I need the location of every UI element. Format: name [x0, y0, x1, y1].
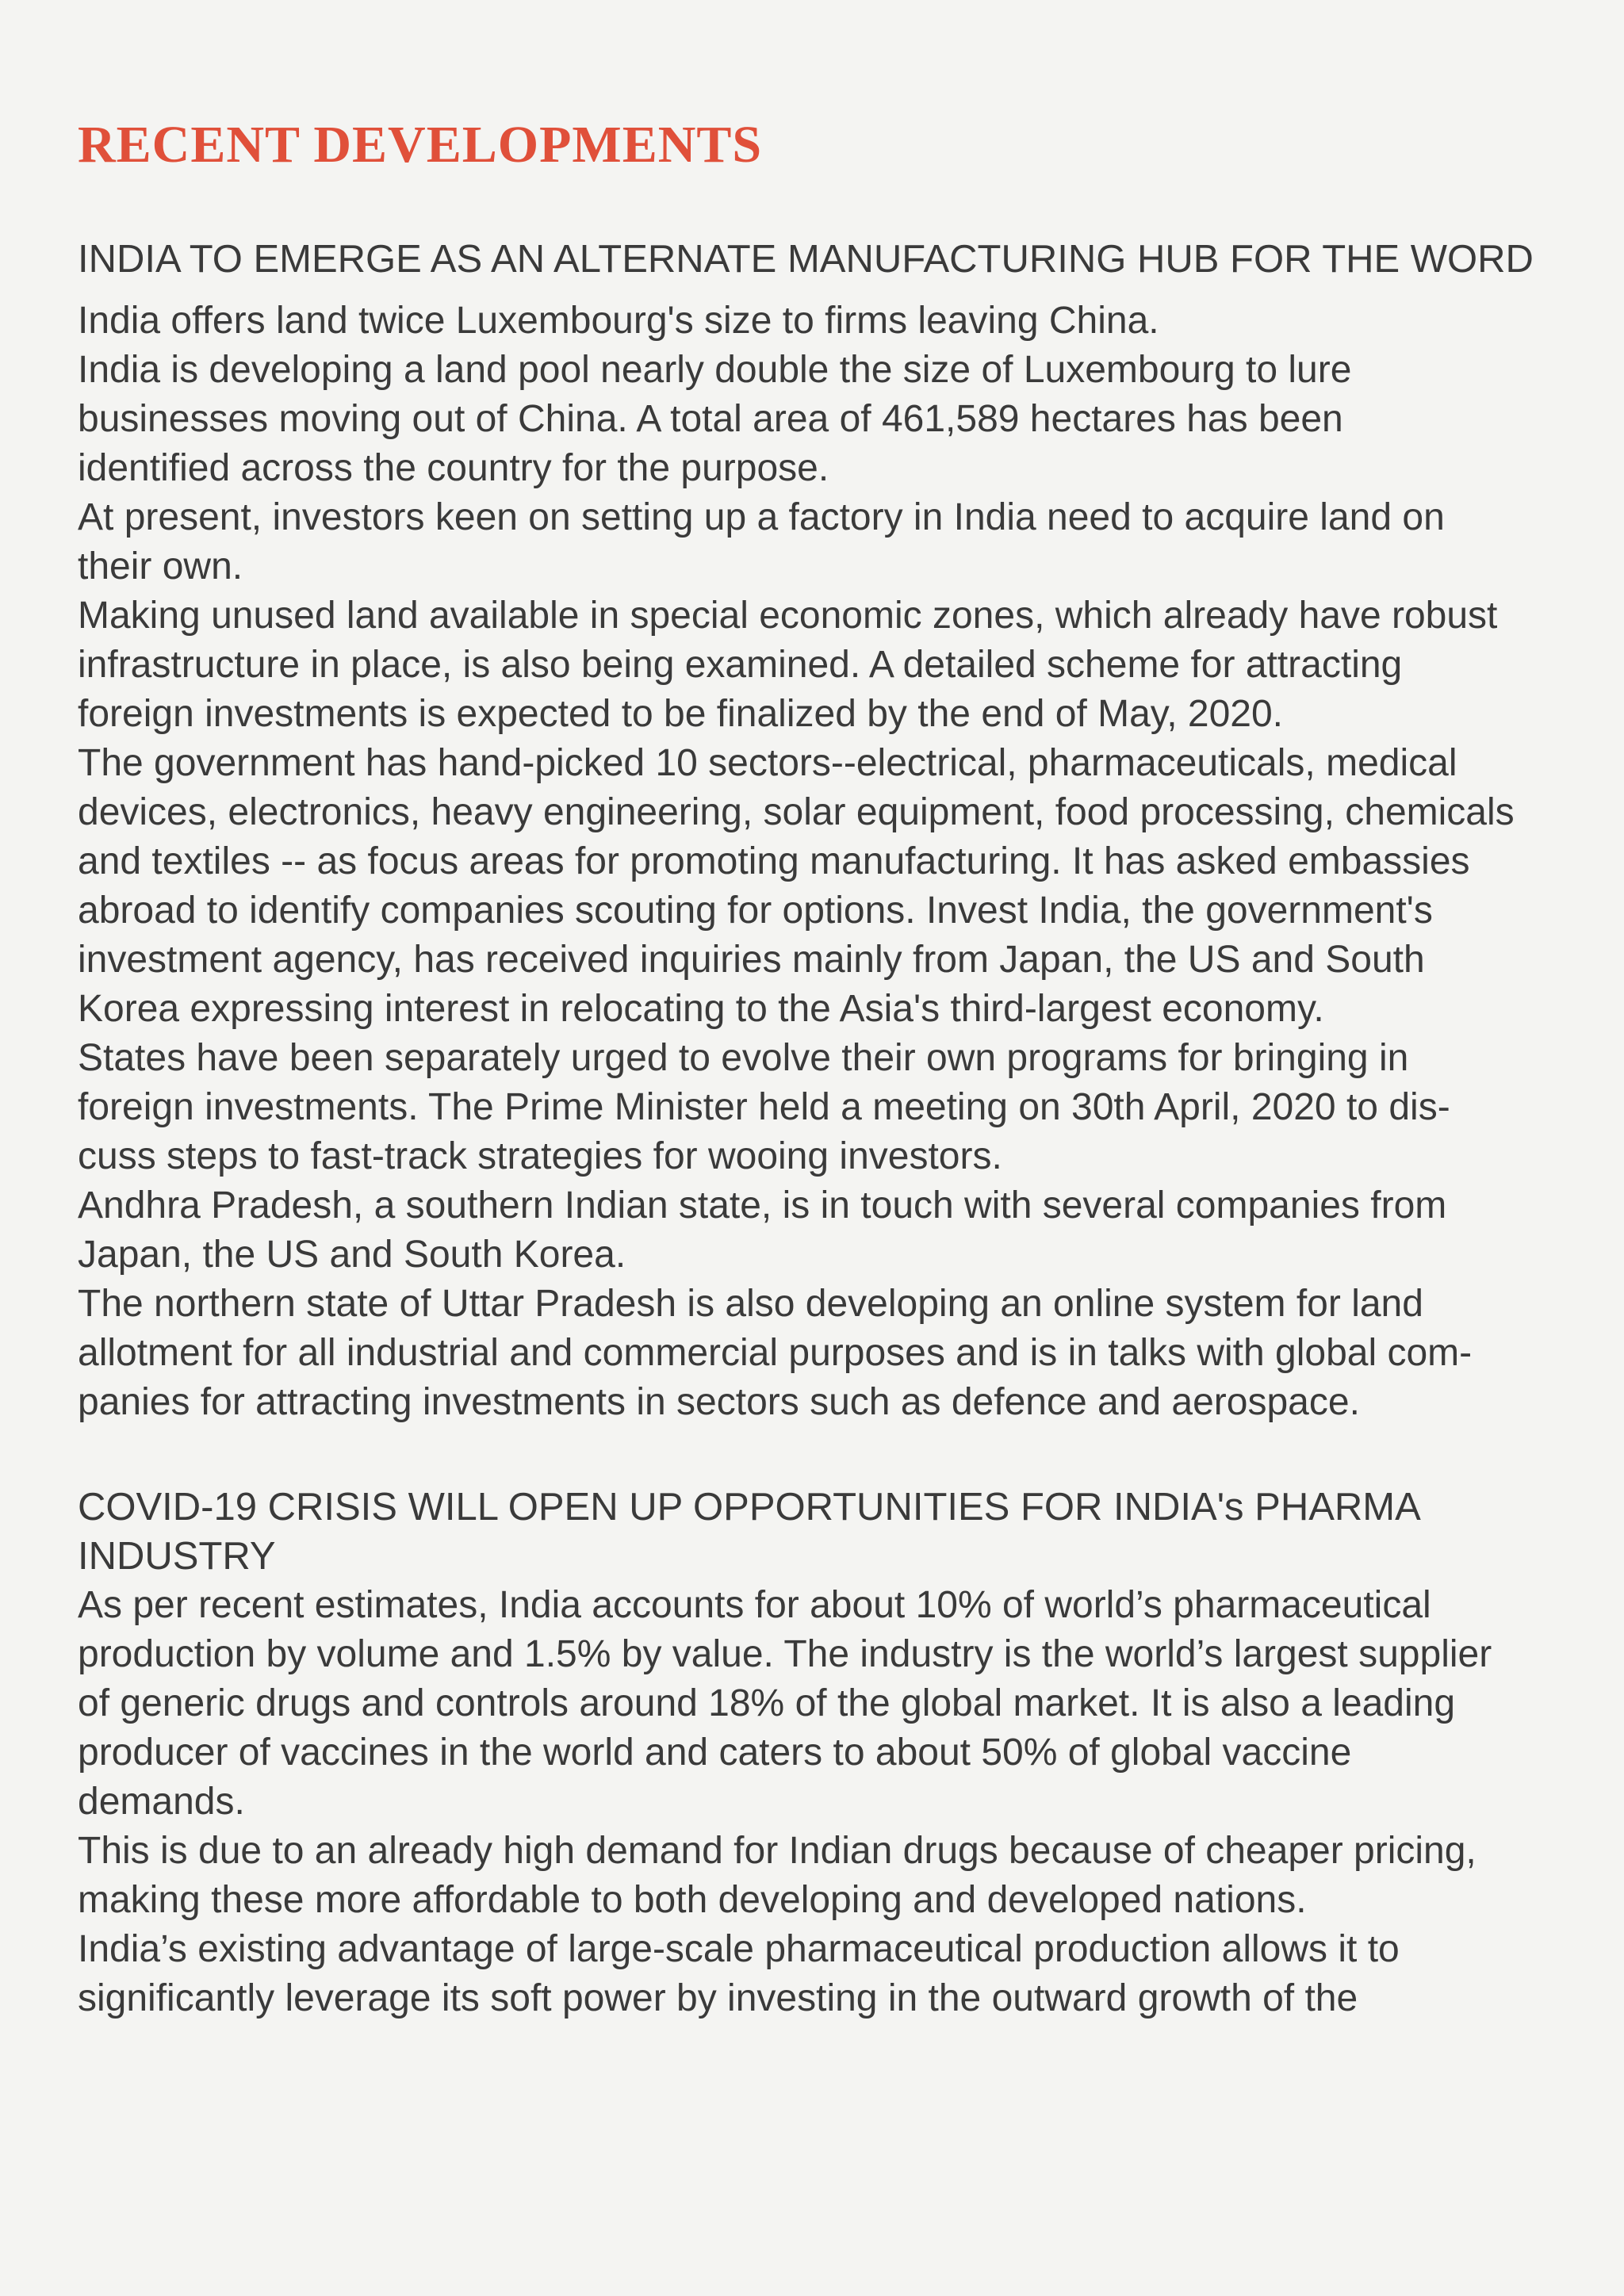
body-line: Japan, the US and South Korea. — [78, 1234, 626, 1276]
body-line: foreign investments. The Prime Minister held a meeting on 30th April, 2020 to dis- — [78, 1086, 1450, 1128]
body-line: investment agency, has received inquiries mainly from Japan, the US and South — [78, 939, 1425, 981]
body-line: infrastructure in place, is also being examined. A detailed scheme for attracting — [78, 644, 1403, 686]
body-line: of generic drugs and controls around 18% of the global market. It is also a leading — [78, 1682, 1456, 1724]
body-line: The government has hand-picked 10 sectors--electrical, pharmaceuticals, medical — [78, 742, 1457, 784]
body-line: As per recent estimates, India accounts for about 10% of world’s pharmaceutical — [78, 1584, 1431, 1626]
body-line: producer of vaccines in the world and caters to about 50% of global vaccine — [78, 1732, 1352, 1774]
body-line: making these more affordable to both developing and developed nations. — [78, 1879, 1307, 1921]
body-line: Making unused land available in special economic zones, which already have robust — [78, 595, 1498, 637]
body-line: At present, investors keen on setting up a factory in India need to acquire land on — [78, 496, 1445, 538]
section-body — [78, 297, 1568, 1427]
page-title: RECENT DEVELOPMENTS — [78, 116, 763, 174]
body-line: businesses moving out of China. A total area of 461,589 hectares has been — [78, 398, 1343, 440]
body-line: significantly leverage its soft power by investing in the outward growth of the — [78, 1977, 1358, 2019]
body-line: allotment for all industrial and commercial purposes and is in talks with global com- — [78, 1332, 1473, 1374]
document-page — [78, 116, 1568, 2079]
section-heading: COVID-19 CRISIS WILL OPEN UP OPPORTUNITIES FOR INDIA's PHARMA — [78, 1486, 1421, 1529]
section-pharma-opportunities — [78, 1483, 1568, 2023]
body-line: The northern state of Uttar Pradesh is also developing an online system for land — [78, 1283, 1423, 1325]
body-line: abroad to identify companies scouting for options. Invest India, the government's — [78, 890, 1433, 932]
body-line: production by volume and 1.5% by value. The industry is the world’s largest supplier — [78, 1633, 1492, 1675]
section-manufacturing-hub — [78, 235, 1568, 1427]
body-line: devices, electronics, heavy engineering, solar equipment, food processing, chemicals — [78, 791, 1515, 833]
body-line: and textiles -- as focus areas for promoting manufacturing. It has asked embassies — [78, 840, 1470, 882]
section-heading: INDIA TO EMERGE AS AN ALTERNATE MANUFACTURING HUB FOR THE WORD — [78, 238, 1534, 281]
body-line: India is developing a land pool nearly double the size of Luxembourg to lure — [78, 349, 1352, 391]
body-line: foreign investments is expected to be finalized by the end of May, 2020. — [78, 693, 1284, 735]
body-line: demands. — [78, 1781, 245, 1823]
section-body — [78, 1581, 1568, 2023]
body-line: This is due to an already high demand for Indian drugs because of cheaper pricing, — [78, 1830, 1477, 1872]
body-line: panies for attracting investments in sectors such as defence and aerospace. — [78, 1381, 1360, 1423]
body-line: cuss steps to fast-track strategies for wooing investors. — [78, 1135, 1002, 1177]
body-line: India offers land twice Luxembourg's size to firms leaving China. — [78, 300, 1159, 342]
body-line: States have been separately urged to evolve their own programs for bringing in — [78, 1037, 1409, 1079]
body-line: identified across the country for the purpose. — [78, 447, 829, 489]
body-line: India’s existing advantage of large-scale pharmaceutical production allows it to — [78, 1928, 1400, 1970]
body-line: their own. — [78, 545, 243, 587]
body-line: Andhra Pradesh, a southern Indian state, is in touch with several companies from — [78, 1184, 1447, 1226]
body-line: Korea expressing interest in relocating to the Asia's third-largest economy. — [78, 988, 1324, 1030]
section-heading-continued: INDUSTRY — [78, 1535, 276, 1578]
